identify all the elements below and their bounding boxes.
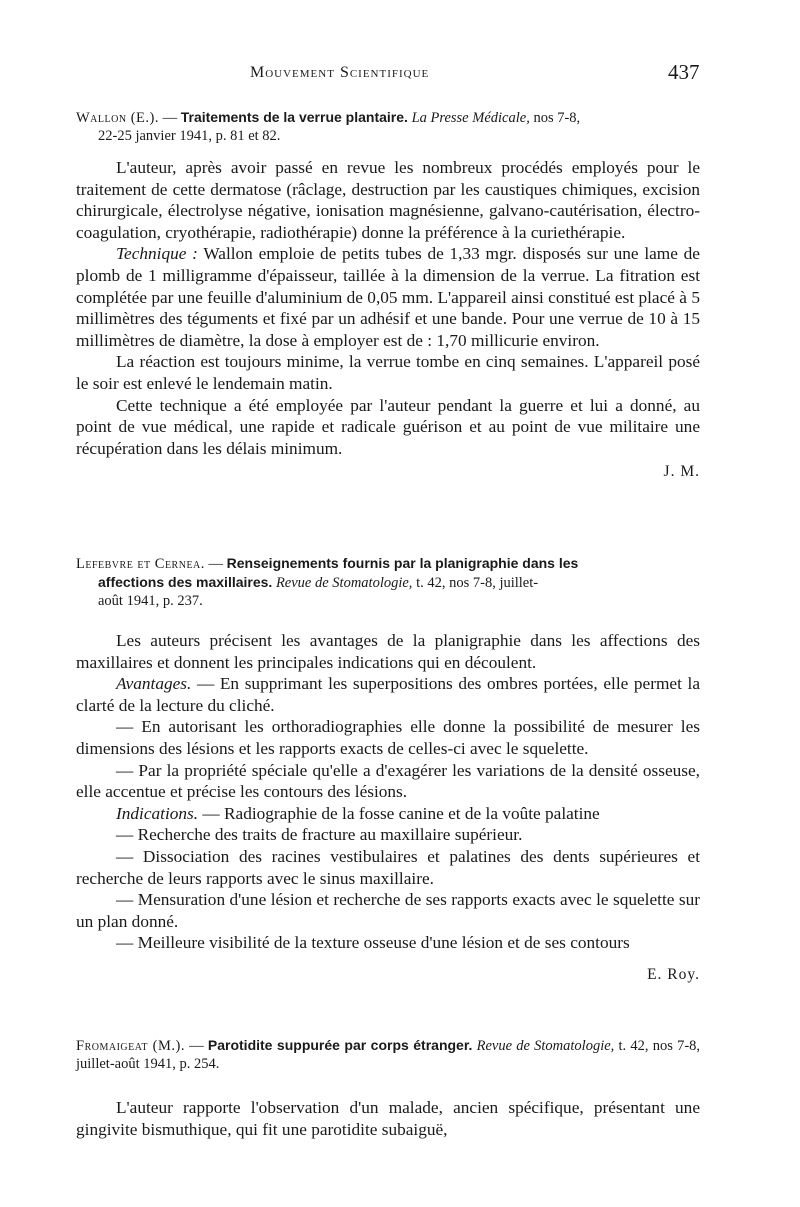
paragraph: L'auteur rapporte l'observation d'un malade, ancien spécifique, présentant une gingivite bismuthique, qui fit une parotidite subaiguë, [76, 1098, 700, 1139]
paragraph: — Meilleure visibilité de la texture osseuse d'une lésion et de ses contours [116, 933, 630, 953]
paragraph: — Recherche des traits de fracture au maxillaire supérieur. [116, 825, 523, 845]
citation-details-line3: août 1941, p. 237. [98, 593, 203, 609]
citation-title-cont: affections des maxillaires. [98, 574, 273, 590]
paragraph: L'auteur, après avoir passé en revue les nombreux procédés employés pour le traitement de cette dermatose (râclage, destruction par les caustiques chimiques, excision chirurgicale, électrolyse négative, ionisation magnésienne, galvano-cautérisation, électro-coagulation, cryothérapie, radiothérapie) donne la préférence à la curiethérapie. [76, 158, 700, 242]
page-header [0, 60, 800, 84]
citation-title: Renseignements fournis par la planigraphie dans les [226, 555, 579, 571]
article-body [76, 1097, 700, 1140]
article-lefebvre-cernea [76, 554, 700, 986]
signature: J. M. [663, 463, 700, 481]
paragraph: — En autorisant les orthoradiographies elle donne la possibilité de mesurer les dimensions des lésions et les rapports exacts de celles-ci avec le squelette. [76, 717, 700, 758]
citation: Fromaigeat (M.). — Parotidite suppurée par corps étranger. Revue de Stomatologie, t. 42, nos 7-8, juillet-août 1941, p. 254. [76, 1037, 701, 1072]
citation: Wallon (E.). — Traitements de la verrue plantaire. La Presse Médicale, nos 7-8, 22-25 janvier 1941, p. 81 et 82. [76, 108, 700, 145]
citation-details: t. 42, nos 7-8, juillet-août 1941, p. 254. [76, 1038, 701, 1072]
paragraph: Les auteurs précisent les avantages de la planigraphie dans les affections des maxillaires et donnent les principales indications qui en découlent. [76, 631, 700, 672]
citation: Lefebvre et Cernea. — Renseignements fournis par la planigraphie dans les affections des maxillaires. Revue de Stomatologie, t. 42, nos 7-8, juillet- août 1941, p. 237. [76, 554, 700, 610]
citation-title: Traitements de la verrue plantaire. [180, 109, 408, 125]
citation-details: t. 42, nos 7-8, juillet- [412, 575, 539, 591]
paragraph: Avantages. — En supprimant les superpositions des ombres portées, elle permet la clarté de la lecture du cliché. [76, 674, 700, 715]
citation-title: Parotidite suppurée par corps étranger. [207, 1037, 473, 1053]
page-number: 437 [668, 60, 700, 84]
citation-author: Fromaigeat (M.). [76, 1038, 185, 1054]
article-body [76, 630, 700, 986]
article-wallon [76, 108, 700, 483]
citation-author: Wallon (E.). [76, 110, 159, 126]
citation-details: nos 7-8, [529, 110, 581, 126]
paragraph: La réaction est toujours minime, la verrue tombe en cinq semaines. L'appareil posé le soir est enlevé le lendemain matin. [76, 352, 700, 393]
signature: E. Roy. [647, 965, 700, 983]
citation-journal: Revue de Stomatologie, [275, 575, 413, 591]
citation-author: Lefebvre et Cernea. [76, 556, 205, 572]
citation-journal: La Presse Médicale, [411, 110, 530, 126]
paragraph-label: Indications. [116, 803, 199, 823]
paragraph: Indications. — Radiographie de la fosse canine et de la voûte palatine [116, 803, 600, 823]
paragraph: — Par la propriété spéciale qu'elle a d'exagérer les variations de la densité osseuse, elle accentue et précise les contours des lésions. [76, 760, 700, 802]
paragraph-label: Technique : [116, 244, 198, 264]
paragraph: — Dissociation des racines vestibulaires et palatines des dents supérieures et recherche de leurs rapports avec le sinus maxillaire. [76, 846, 700, 888]
citation-journal: Revue de Stomatologie, [476, 1038, 615, 1054]
paragraph: — Mensuration d'une lésion et recherche de ses rapports exacts avec le squelette sur un plan donné. [76, 890, 700, 931]
paragraph-label: Avantages. [116, 674, 192, 694]
citation-details-line2: 22-25 janvier 1941, p. 81 et 82. [98, 128, 281, 144]
paragraph: Cette technique a été employée par l'auteur pendant la guerre et lui a donné, au point de vue médical, une rapide et radicale guérison et au point de vue militaire une récupération dans les délais minimum. [76, 395, 700, 458]
article-fromaigeat [76, 1036, 700, 1140]
running-title: Mouvement Scientifique [250, 64, 430, 81]
paragraph: Technique : Wallon emploie de petits tubes de 1,33 mgr. disposés sur une lame de plomb de 1 milligramme d'épaisseur, taillée à la dimension de la verrue. La fitration est complétée par une feuille d'aluminium de 0,05 mm. L'appareil ainsi constitué est placé à 5 millimètres des téguments et fixé par un adhésif et une bande. Pour une verrue de 10 à 15 millimètres de diamètre, la dose à employer est de : 1,70 millicurie environ. [76, 244, 700, 350]
article-body [76, 157, 700, 483]
